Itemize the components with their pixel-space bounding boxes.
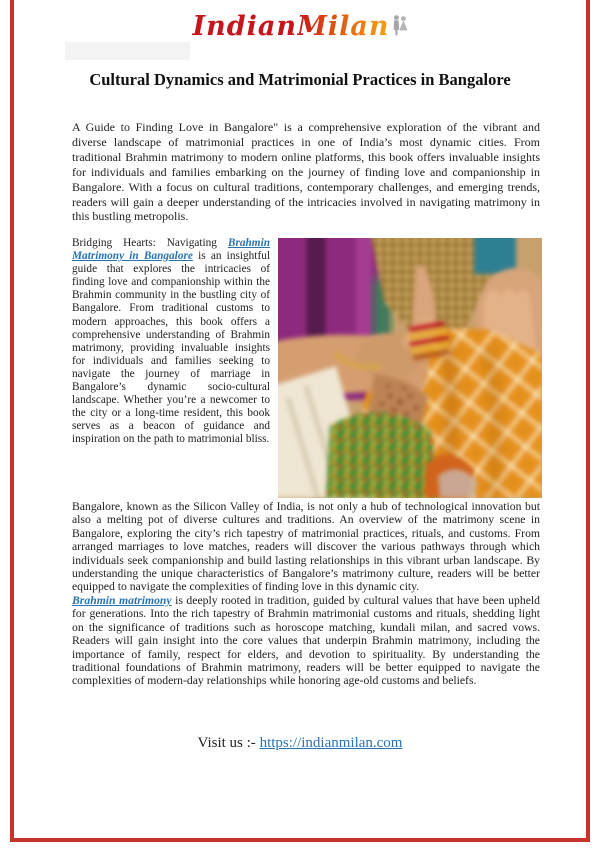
page-border-bottom — [10, 838, 590, 842]
feature-lead-text: Bridging Hearts: Navigating — [72, 237, 228, 249]
logo-text-indian: Indian — [192, 11, 297, 42]
visit-us-label: Visit us :- — [197, 735, 260, 751]
feature-paragraph — [72, 237, 270, 447]
tradition-rest-text: is deeply rooted in tradition, guided by cultural values that have been upheld for generations. Into the rich tapestry of Brahmin matrimonial customs and rituals, shedding light on the significance of traditions such as horoscope matching, kundali milan, and sacred vows. Readers will gain insight into the core values that underpin Brahmin matrimony, including the importance of family, respect for elders, and devotion to spirituality. By understanding the traditional foundations of Brahmin matrimony, readers will be better equipped to navigate the complexities of modern-day relationships while honoring age-old customs and beliefs. — [72, 594, 540, 688]
page-border-right — [586, 0, 590, 842]
overview-paragraph: Bangalore, known as the Silicon Valley of India, is not only a hub of technological innovation but also a melting pot of diverse cultures and traditions. An overview of the matrimony scene in Bangalore, exploring the city’s rich tapestry of matrimonial practices, rituals, and customs. From arranged marriages to love matches, readers will discover the various pathways through which individuals seek companionship and build lasting relationships in this vibrant urban landscape. By understanding the unique characteristics of Bangalore’s matrimony culture, readers will be better equipped to navigate the complexities of finding love in this dynamic city. — [72, 500, 540, 594]
brahmin-matrimony-in-bangalore-link[interactable]: Brahmin Matrimony in Bangalore — [72, 237, 270, 263]
bride-groom-icon — [392, 12, 408, 46]
tradition-paragraph — [72, 594, 540, 688]
brahmin-matrimony-link[interactable]: Brahmin matrimony — [72, 594, 172, 607]
page-title: Cultural Dynamics and Matrimonial Practices in Bangalore — [89, 70, 511, 89]
intro-paragraph: A Guide to Finding Love in Bangalore" is a comprehensive exploration of the vibrant and diverse landscape of matrimonial practices in one of India’s most dynamic cities. From traditional Brahmin matrimony to modern online platforms, this book offers invaluable insights for individuals and families embarking on the journey of finding love and companionship in Bangalore. With a focus on cultural traditions, contemporary challenges, and emerging trends, readers will gain a deeper understanding of the intricacies involved in navigating matrimony in this bustling metropolis. — [72, 120, 540, 224]
feature-rest-text: is an insightful guide that explores the intricacies of finding love and companionship within the Brahmin community in the bustling city of Bangalore. From traditional customs to modern approaches, this book offers a comprehensive understanding of Brahmin matrimony, providing invaluable insights for individuals and families seeking to navigate the journey of marriage in Bangalore’s dynamic socio-cultural landscape. Whether you’re a newcomer to the city or a long-time resident, this book serves as a beacon of guidance and inspiration on the path to matrimonial bliss. — [72, 250, 270, 446]
feature-section — [72, 237, 542, 499]
wedding-hands-photo — [278, 238, 542, 498]
indianmilan-website-link[interactable]: https://indianmilan.com — [259, 735, 403, 751]
page-border-left — [10, 0, 14, 842]
brand-logo — [0, 10, 600, 46]
visit-us-line — [0, 735, 600, 752]
logo-text-milan: Milan — [297, 11, 390, 42]
